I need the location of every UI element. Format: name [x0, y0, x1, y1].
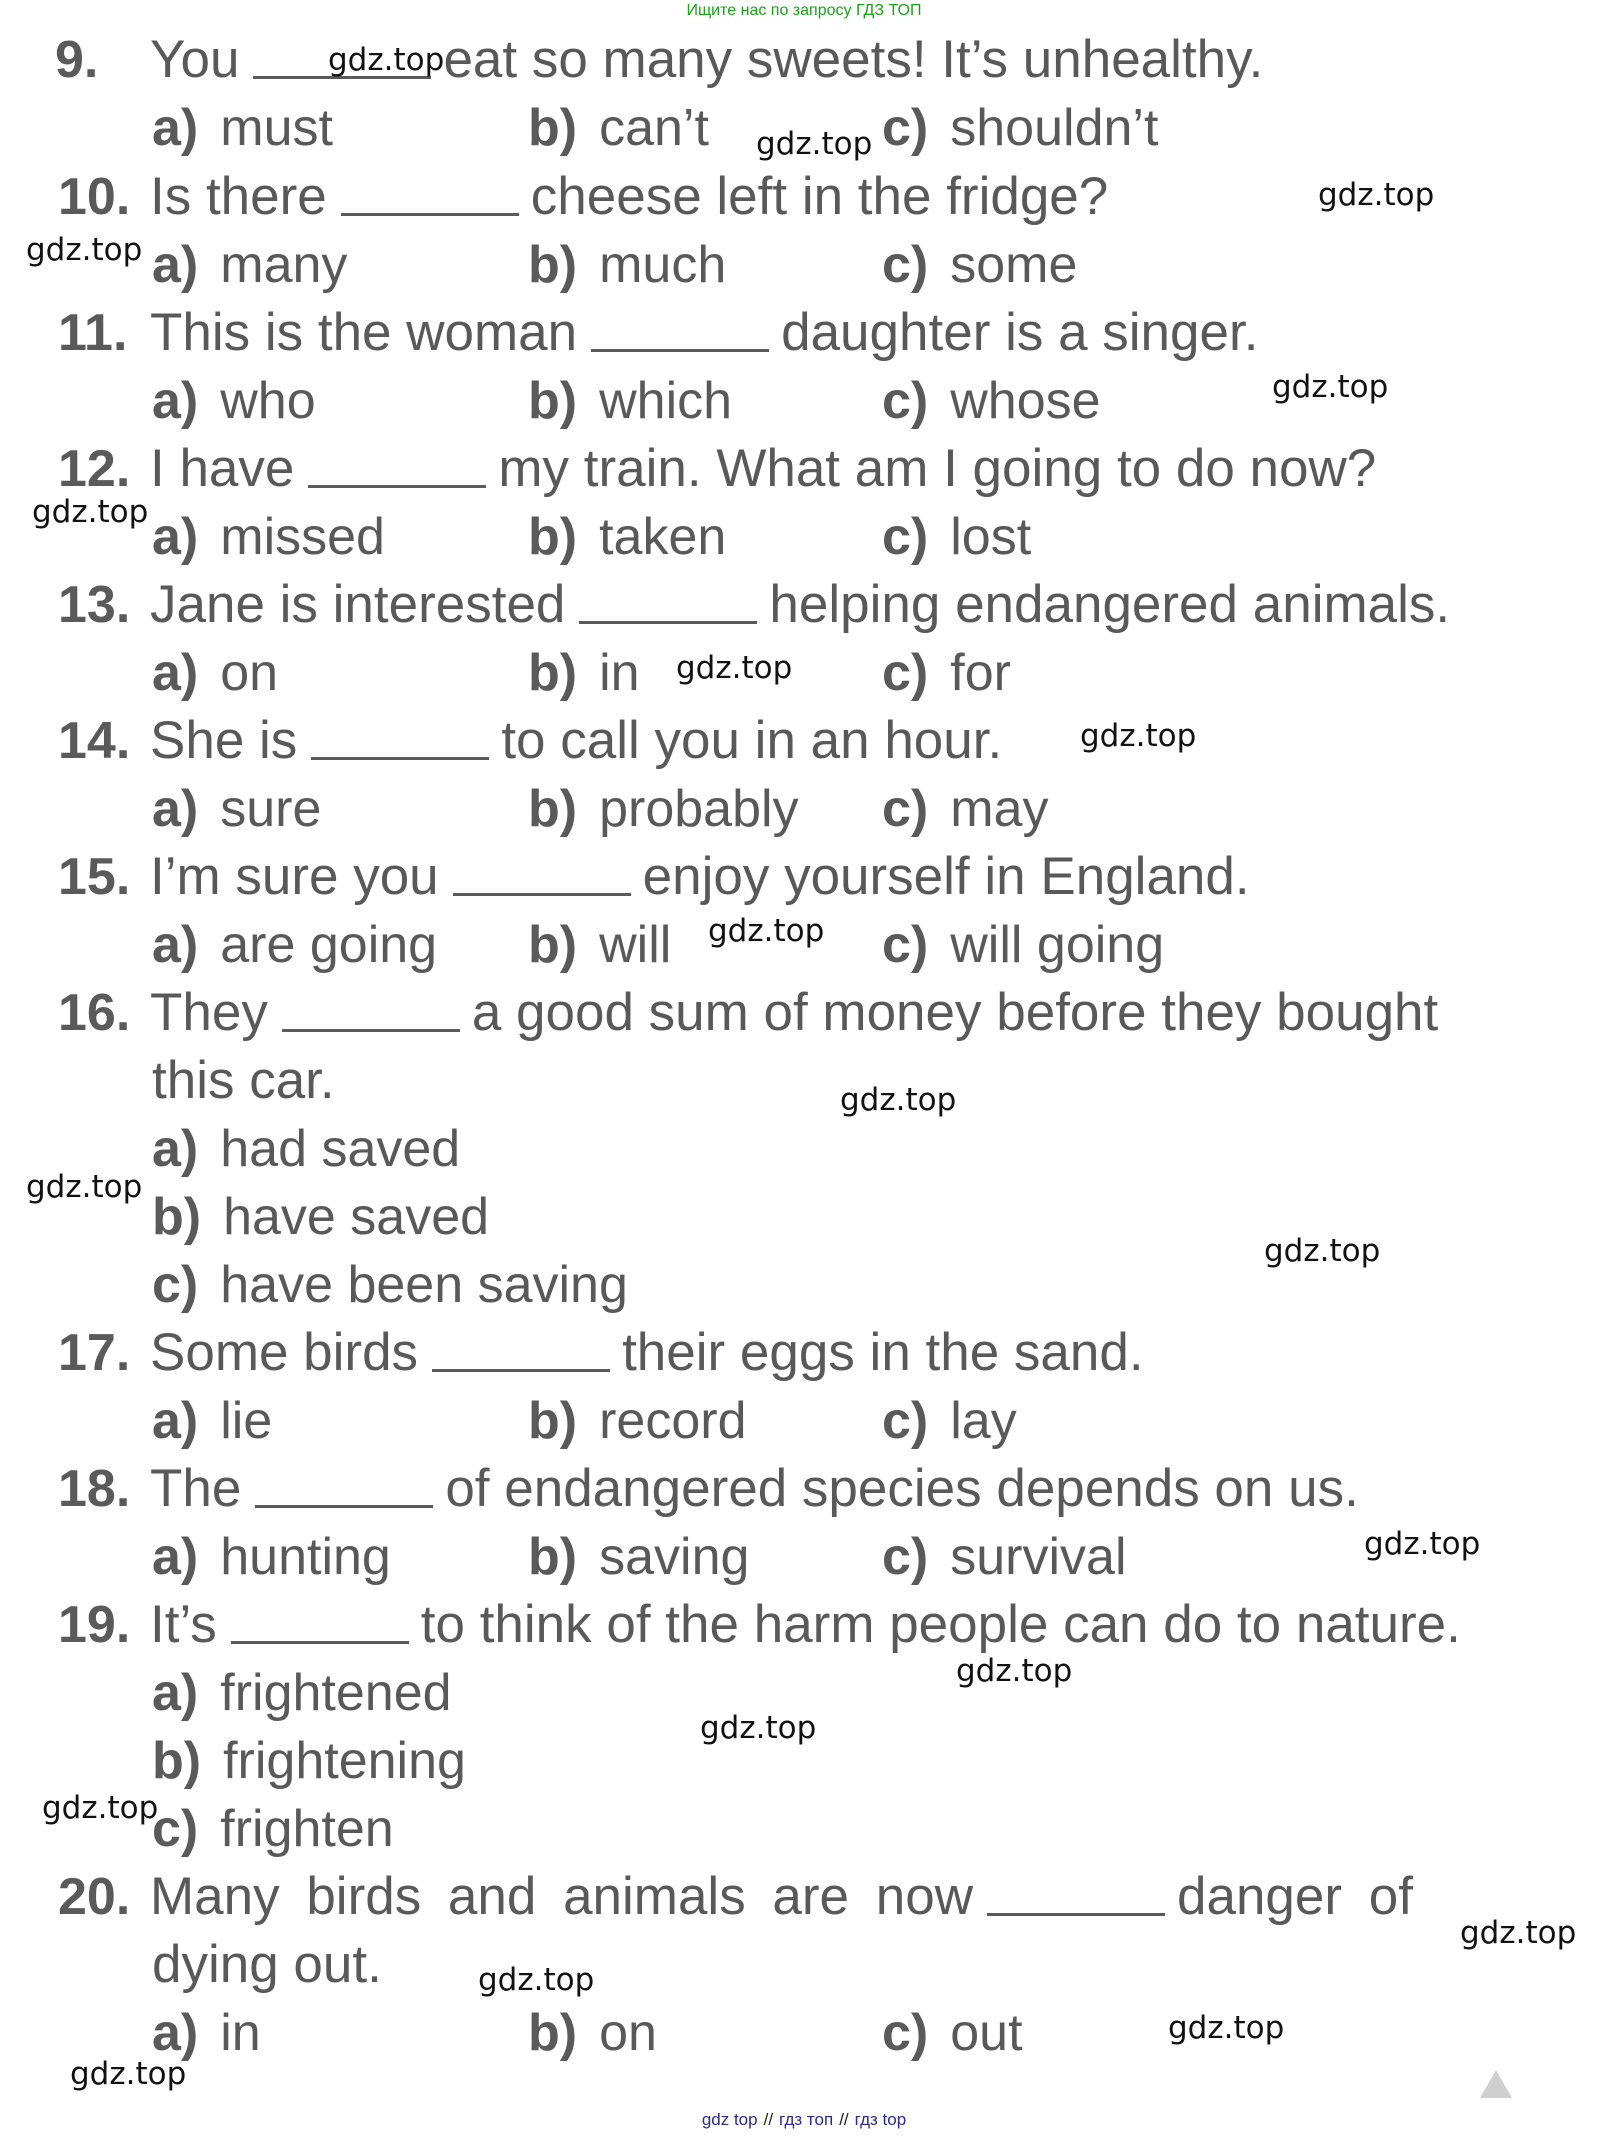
option-a[interactable]: a) many [152, 236, 348, 294]
footer [0, 2108, 1608, 2132]
watermark: gdz.top [840, 1082, 957, 1118]
question-number: 14. [58, 712, 131, 770]
option-c[interactable]: c) lost [882, 508, 1032, 566]
footer-separator: // [839, 2110, 849, 2129]
question-text: This is the woman daughter is a singer. [150, 303, 1259, 362]
answer-blank[interactable] [311, 717, 489, 760]
option-b[interactable]: b) on [528, 2004, 657, 2062]
footer-link[interactable]: гдз top [854, 2110, 907, 2129]
option-c[interactable]: c) shouldn’t [882, 99, 1159, 157]
question-number: 10. [58, 168, 131, 226]
question-text: Is there cheese left in the fridge? [150, 167, 1109, 226]
watermark: gdz.top [756, 126, 873, 162]
question-number: 18. [58, 1460, 131, 1518]
scroll-up-triangle-icon[interactable] [1480, 2070, 1512, 2098]
option-c[interactable]: c) have been saving [152, 1256, 628, 1314]
option-a[interactable]: a) missed [152, 508, 385, 566]
watermark: gdz.top [1264, 1233, 1381, 1269]
option-b[interactable]: b) will [528, 916, 672, 974]
watermark: gdz.top [32, 494, 149, 530]
option-b[interactable]: b) which [528, 372, 733, 430]
option-b[interactable]: b) can’t [528, 99, 709, 157]
option-a[interactable]: a) hunting [152, 1528, 391, 1586]
watermark: gdz.top [42, 1790, 159, 1826]
option-a[interactable]: a) are going [152, 916, 438, 974]
watermark: gdz.top [1364, 1526, 1481, 1562]
watermark: gdz.top [1080, 718, 1197, 754]
watermark: gdz.top [1460, 1915, 1577, 1951]
footer-link[interactable]: гдз топ [779, 2110, 834, 2129]
watermark: gdz.top [478, 1962, 595, 1998]
question-text: Many birds and animals are now danger of [150, 1867, 1413, 1926]
watermark: gdz.top [1272, 369, 1389, 405]
question-text: It’s to think of the harm people can do to nature. [150, 1595, 1461, 1654]
answer-blank[interactable] [987, 1873, 1165, 1916]
question-text: They a good sum of money before they bought [150, 983, 1439, 1042]
option-c[interactable]: c) frighten [152, 1800, 394, 1858]
question-number: 20. [58, 1868, 131, 1926]
watermark: gdz.top [328, 42, 445, 78]
answer-blank[interactable] [591, 309, 769, 352]
answer-blank[interactable] [282, 989, 460, 1032]
option-b[interactable]: b) frightening [152, 1732, 466, 1790]
option-a[interactable]: a) on [152, 644, 279, 702]
option-b[interactable]: b) in [528, 644, 640, 702]
question-text: She is to call you in an hour. [150, 711, 1003, 770]
question-number: 9. [55, 31, 99, 89]
option-a[interactable]: a) frightened [152, 1664, 452, 1722]
search-banner: Ищите нас по запросу ГДЗ ТОП [686, 2, 922, 19]
answer-blank[interactable] [453, 853, 631, 896]
option-c[interactable]: c) may [882, 780, 1049, 838]
option-a[interactable]: a) must [152, 99, 333, 157]
question-text: You eat so many sweets! It’s unhealthy. [150, 30, 1264, 89]
answer-blank[interactable] [255, 1465, 433, 1508]
question-number: 13. [58, 576, 131, 634]
watermark: gdz.top [26, 232, 143, 268]
answer-blank[interactable] [231, 1601, 409, 1644]
watermark: gdz.top [708, 913, 825, 949]
question-text: I have my train. What am I going to do now? [150, 439, 1377, 498]
option-c[interactable]: c) whose [882, 372, 1101, 430]
question-number: 15. [58, 848, 131, 906]
option-a[interactable]: a) sure [152, 780, 322, 838]
answer-blank[interactable] [341, 173, 519, 216]
option-b[interactable]: b) record [528, 1392, 747, 1450]
watermark: gdz.top [70, 2056, 187, 2092]
option-c[interactable]: c) for [882, 644, 1011, 702]
option-b[interactable]: b) have saved [152, 1188, 490, 1246]
option-a[interactable]: a) lie [152, 1392, 273, 1450]
option-b[interactable]: b) probably [528, 780, 799, 838]
question-text: Some birds their eggs in the sand. [150, 1323, 1144, 1382]
question-number: 17. [58, 1324, 131, 1382]
answer-blank[interactable] [432, 1329, 610, 1372]
answer-blank[interactable] [308, 445, 486, 488]
option-c[interactable]: c) some [882, 236, 1078, 294]
footer-separator: // [763, 2110, 774, 2129]
footer-link[interactable]: gdz top [701, 2110, 758, 2129]
question-number: 12. [58, 440, 131, 498]
question-number: 11. [58, 304, 128, 362]
watermark: gdz.top [700, 1710, 817, 1746]
question-text-continued: this car. [152, 1051, 335, 1110]
option-b[interactable]: b) saving [528, 1528, 750, 1586]
option-c[interactable]: c) lay [882, 1392, 1017, 1450]
question-text-continued: dying out. [152, 1935, 382, 1994]
option-c[interactable]: c) out [882, 2004, 1023, 2062]
watermark: gdz.top [1318, 177, 1435, 213]
watermark: gdz.top [956, 1653, 1073, 1689]
option-b[interactable]: b) taken [528, 508, 727, 566]
option-a[interactable]: a) who [152, 372, 316, 430]
option-b[interactable]: b) much [528, 236, 727, 294]
option-a[interactable]: a) had saved [152, 1120, 461, 1178]
question-number: 19. [58, 1596, 131, 1654]
question-text: I’m sure you enjoy yourself in England. [150, 847, 1250, 906]
question-text: Jane is interested helping endangered animals. [150, 575, 1451, 634]
option-c[interactable]: c) survival [882, 1528, 1127, 1586]
watermark: gdz.top [26, 1169, 143, 1205]
option-c[interactable]: c) will going [882, 916, 1165, 974]
option-a[interactable]: a) in [152, 2004, 261, 2062]
answer-blank[interactable] [579, 581, 757, 624]
watermark: gdz.top [676, 650, 793, 686]
question-number: 16. [58, 984, 131, 1042]
watermark: gdz.top [1168, 2010, 1285, 2046]
question-text: The of endangered species depends on us. [150, 1459, 1359, 1518]
